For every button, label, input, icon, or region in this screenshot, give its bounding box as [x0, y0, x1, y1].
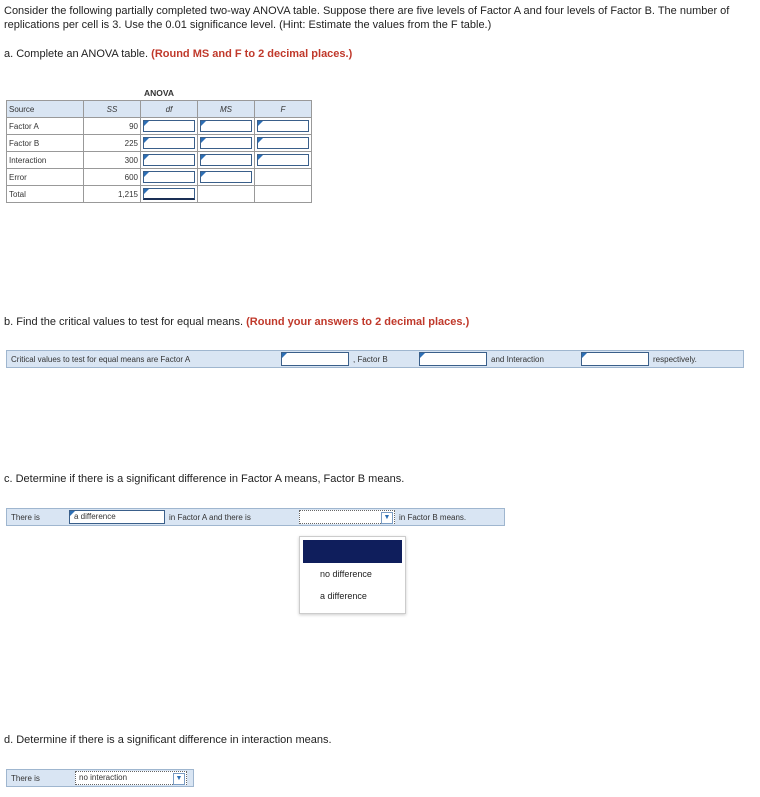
header-df: df	[141, 101, 198, 118]
part-a-question	[4, 48, 352, 60]
c-factor-a-select[interactable]	[69, 510, 165, 524]
table-row	[7, 135, 312, 152]
crit-factor-a-input[interactable]	[281, 352, 349, 366]
part-d-question: d. Determine if there is a significant difference in interaction means.	[4, 734, 332, 746]
table-row	[7, 169, 312, 186]
header-f: F	[255, 101, 312, 118]
ms-factor-a-input[interactable]	[198, 118, 255, 135]
f-interaction-input[interactable]	[255, 152, 312, 169]
c-tail-text: in Factor B means.	[399, 512, 467, 522]
c-lead-text: There is	[11, 512, 40, 522]
problem-statement: Consider the following partially completed two-way ANOVA table. Suppose there are five levels of Factor A and four levels of Factor B. The number of replications per cell is 3. Use the 0.01 significance level. (Hint: Estimate the values from the F table.)	[4, 5, 730, 31]
ms-factor-b-input[interactable]	[198, 135, 255, 152]
table-row	[7, 118, 312, 135]
part-a-hint: (Round MS and F to 2 decimal places.)	[151, 48, 353, 60]
ss-factor-a: 90	[84, 118, 141, 135]
source-interaction: Interaction	[7, 152, 84, 169]
ms-error-input[interactable]	[198, 169, 255, 186]
crit-factor-b-input[interactable]	[419, 352, 487, 366]
chevron-down-icon[interactable]: ▼	[173, 773, 185, 785]
part-a-text: a. Complete an ANOVA table.	[4, 48, 149, 60]
ss-total: 1,215	[84, 186, 141, 203]
anova-title: ANOVA	[143, 88, 175, 98]
crit-lead-text: Critical values to test for equal means are Factor A	[11, 354, 191, 364]
part-c-question: c. Determine if there is a significant difference in Factor A means, Factor B means.	[4, 473, 405, 485]
crit-mid2-text: and Interaction	[491, 354, 544, 364]
source-factor-a: Factor A	[7, 118, 84, 135]
df-total-input[interactable]	[141, 186, 198, 203]
f-factor-a-input[interactable]	[255, 118, 312, 135]
df-error-input[interactable]	[141, 169, 198, 186]
d-interaction-select[interactable]	[75, 771, 187, 785]
dropdown-highlight-blank-option[interactable]	[303, 540, 402, 563]
part-b-text: b. Find the critical values to test for equal means.	[4, 316, 244, 328]
d-interaction-value: no interaction	[79, 773, 128, 782]
c-factor-b-select[interactable]	[299, 510, 395, 524]
c-factor-a-value: a difference	[74, 512, 116, 521]
source-total: Total	[7, 186, 84, 203]
table-row	[7, 186, 312, 203]
c-mid-text: in Factor A and there is	[169, 512, 251, 522]
ms-interaction-input[interactable]	[198, 152, 255, 169]
df-factor-a-input[interactable]	[141, 118, 198, 135]
ss-error: 600	[84, 169, 141, 186]
part-d-answer-row	[6, 769, 194, 787]
dropdown-list	[299, 536, 406, 614]
ms-total-empty	[198, 186, 255, 203]
table-row	[7, 152, 312, 169]
header-source: Source	[7, 101, 84, 118]
header-ms: MS	[198, 101, 255, 118]
ss-interaction: 300	[84, 152, 141, 169]
dropdown-option-a-difference[interactable]: a difference	[320, 591, 367, 601]
df-factor-b-input[interactable]	[141, 135, 198, 152]
source-factor-b: Factor B	[7, 135, 84, 152]
ss-factor-b: 225	[84, 135, 141, 152]
crit-interaction-input[interactable]	[581, 352, 649, 366]
crit-mid1-text: , Factor B	[353, 354, 388, 364]
crit-tail-text: respectively.	[653, 354, 697, 364]
f-error-empty	[255, 169, 312, 186]
part-c-answer-row	[6, 508, 505, 526]
critical-values-row	[6, 350, 744, 368]
part-b-hint: (Round your answers to 2 decimal places.)	[246, 316, 470, 328]
dropdown-option-no-difference[interactable]: no difference	[320, 569, 372, 579]
header-ss: SS	[84, 101, 141, 118]
d-lead-text: There is	[11, 773, 40, 783]
anova-table	[6, 86, 312, 203]
part-b-question	[4, 316, 469, 328]
source-error: Error	[7, 169, 84, 186]
chevron-down-icon[interactable]: ▼	[381, 512, 393, 524]
f-total-empty	[255, 186, 312, 203]
df-interaction-input[interactable]	[141, 152, 198, 169]
f-factor-b-input[interactable]	[255, 135, 312, 152]
